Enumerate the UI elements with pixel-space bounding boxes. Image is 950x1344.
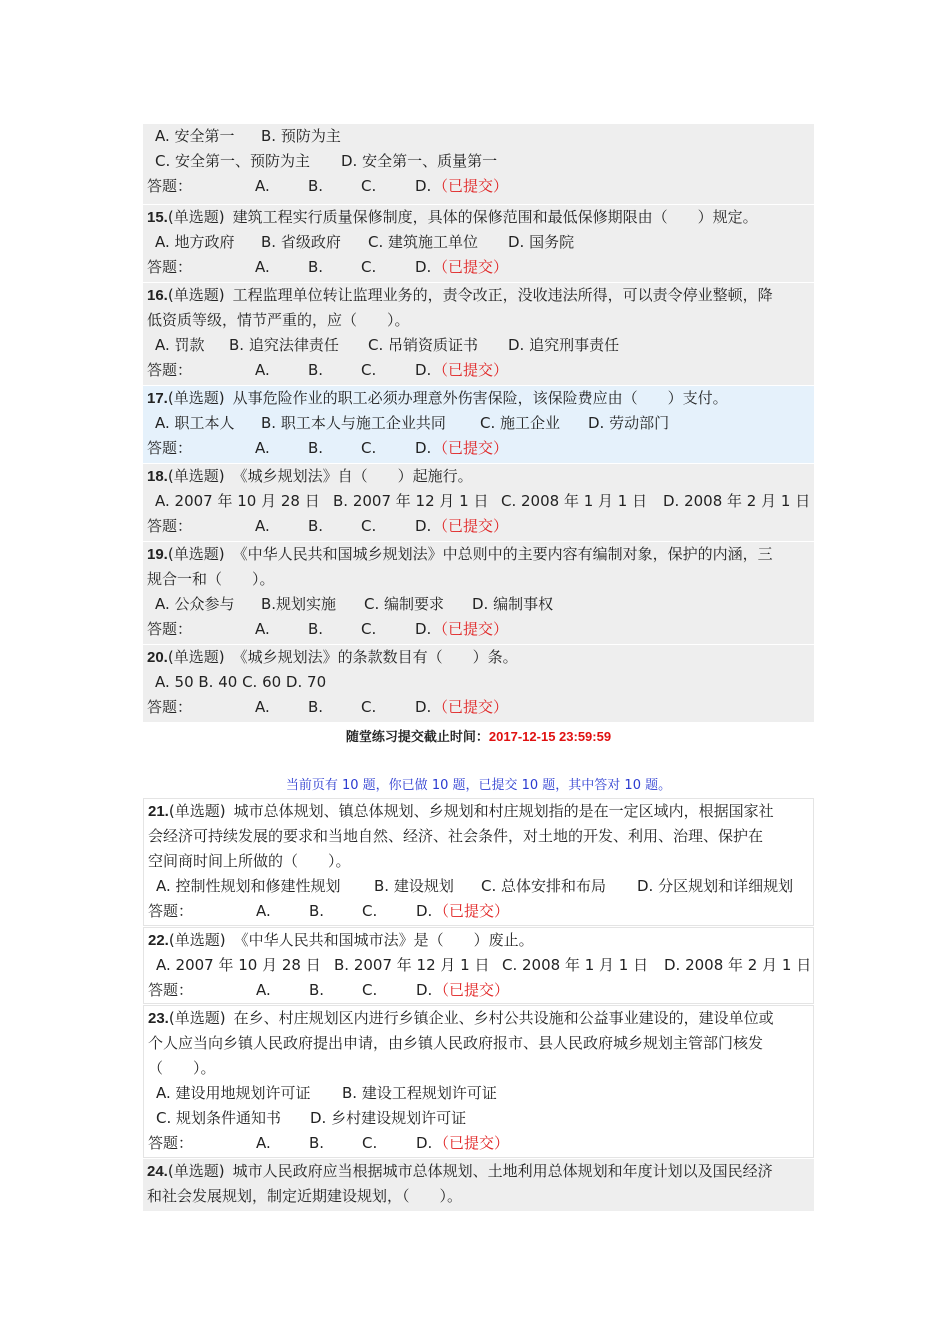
option-text: B. 追究法律责任 bbox=[229, 336, 339, 354]
options-row bbox=[147, 124, 810, 149]
question-20 bbox=[143, 645, 814, 722]
question-type: (单选题) bbox=[167, 208, 225, 226]
question-number: 20. bbox=[147, 649, 168, 666]
answer-label: 答题： bbox=[147, 439, 193, 457]
answer-choice-a[interactable]: A. bbox=[255, 698, 270, 716]
answer-row bbox=[147, 514, 810, 539]
stem-text: 《城乡规划法》自（ ）起施行。 bbox=[232, 467, 473, 485]
option-text: C. 2008 年 1 月 1 日 bbox=[502, 956, 649, 974]
option-text: A. 2007 年 10 月 28 日 bbox=[155, 492, 320, 510]
question-stem bbox=[148, 824, 809, 849]
option-text: B. 2007 年 12 月 1 日 bbox=[334, 956, 490, 974]
option-text: D. 劳动部门 bbox=[588, 414, 670, 432]
question-23 bbox=[143, 1005, 814, 1158]
option-text: C. 吊销资质证书 bbox=[368, 336, 479, 354]
answer-choice-b[interactable]: B. bbox=[308, 439, 324, 457]
stem-text: （ ）。 bbox=[148, 1059, 216, 1077]
question-type: (单选题) bbox=[167, 1162, 225, 1180]
question-number: 18. bbox=[147, 468, 168, 485]
submitted-status: （已提交） bbox=[434, 1134, 510, 1152]
option-text: C. 2008 年 1 月 1 日 bbox=[501, 492, 648, 510]
answer-row bbox=[147, 617, 810, 642]
question-stem bbox=[147, 645, 810, 670]
option-text: B. 职工本人与施工企业共同 bbox=[261, 414, 446, 432]
stem-text: 建筑工程实行质量保修制度，具体的保修范围和最低保修期限由（ ）规定。 bbox=[232, 208, 758, 226]
answer-choice-b[interactable]: B. bbox=[309, 1134, 325, 1152]
question-type: (单选题) bbox=[167, 545, 225, 563]
answer-choice-c[interactable]: C. bbox=[362, 902, 378, 920]
question-number: 17. bbox=[147, 390, 168, 407]
answer-choice-c[interactable]: C. bbox=[361, 361, 377, 379]
answer-choice-a[interactable]: A. bbox=[255, 620, 270, 638]
option-text: C. 编制要求 bbox=[364, 595, 445, 613]
option-text: A. 建设用地规划许可证 bbox=[156, 1084, 311, 1102]
answer-row bbox=[148, 899, 809, 924]
answer-row bbox=[147, 695, 810, 720]
question-number: 24. bbox=[147, 1163, 168, 1180]
stem-text: 规合一和（ ）。 bbox=[147, 570, 275, 588]
option-text: D. 乡村建设规划许可证 bbox=[310, 1109, 467, 1127]
answer-choice-d[interactable]: D. bbox=[416, 981, 433, 999]
submitted-status: （已提交） bbox=[433, 517, 509, 535]
answer-choice-d[interactable]: D. bbox=[415, 698, 432, 716]
question-stem bbox=[148, 928, 809, 953]
answer-choice-c[interactable]: C. bbox=[361, 620, 377, 638]
question-type: (单选题) bbox=[167, 648, 225, 666]
answer-choice-a[interactable]: A. bbox=[255, 361, 270, 379]
question-stem bbox=[147, 283, 810, 308]
option-text: D. 2008 年 2 月 1 日 bbox=[663, 492, 811, 510]
option-text: B. 建设工程规划许可证 bbox=[342, 1084, 497, 1102]
answer-row bbox=[147, 255, 810, 280]
answer-choice-b[interactable]: B. bbox=[308, 258, 324, 276]
question-type: (单选题) bbox=[167, 467, 225, 485]
stem-text: 空间商时间上所做的（ ）。 bbox=[148, 852, 351, 870]
option-text: D. 2008 年 2 月 1 日 bbox=[664, 956, 812, 974]
options-row bbox=[148, 953, 812, 978]
submitted-status: （已提交） bbox=[433, 258, 509, 276]
deadline-line bbox=[143, 726, 814, 746]
option-text: A. 控制性规划和修建性规划 bbox=[156, 877, 341, 895]
answer-choice-d[interactable]: D. bbox=[415, 517, 432, 535]
answer-choice-a[interactable]: A. bbox=[255, 177, 270, 195]
answer-label: 答题： bbox=[147, 361, 193, 379]
answer-row bbox=[148, 1131, 809, 1156]
submitted-status: （已提交） bbox=[433, 439, 509, 457]
question-22 bbox=[143, 927, 814, 1004]
answer-choice-d[interactable]: D. bbox=[415, 620, 432, 638]
question-24 bbox=[143, 1159, 814, 1211]
answer-label: 答题： bbox=[147, 258, 193, 276]
question-stem bbox=[148, 1006, 809, 1031]
options-row bbox=[147, 149, 810, 174]
answer-choice-d[interactable]: D. bbox=[415, 361, 432, 379]
question-number: 15. bbox=[147, 209, 168, 226]
option-text: A. 公众参与 bbox=[155, 595, 235, 613]
option-text: A. 安全第一 bbox=[155, 127, 235, 145]
option-text: A. 地方政府 bbox=[155, 233, 235, 251]
question-21 bbox=[143, 798, 814, 926]
option-text: A. 职工本人 bbox=[155, 414, 235, 432]
answer-row bbox=[148, 978, 809, 1003]
answer-choice-d[interactable]: D. bbox=[415, 258, 432, 276]
stem-text: 在乡、村庄规划区内进行乡镇企业、乡村公共设施和公益事业建设的，建设单位或 bbox=[233, 1009, 774, 1027]
answer-choice-d[interactable]: D. bbox=[415, 177, 432, 195]
question-type: (单选题) bbox=[167, 389, 225, 407]
question-number: 16. bbox=[147, 287, 168, 304]
question-stem bbox=[147, 542, 810, 567]
answer-label: 答题： bbox=[147, 517, 193, 535]
answer-choice-c[interactable]: C. bbox=[362, 1134, 378, 1152]
option-text: D. 国务院 bbox=[508, 233, 575, 251]
answer-choice-c[interactable]: C. bbox=[361, 517, 377, 535]
question-number: 23. bbox=[148, 1010, 169, 1027]
question-19 bbox=[143, 542, 814, 644]
submitted-status: （已提交） bbox=[433, 620, 509, 638]
answer-choice-b[interactable]: B. bbox=[308, 698, 324, 716]
answer-choice-c[interactable]: C. bbox=[361, 439, 377, 457]
question-15 bbox=[143, 205, 814, 282]
question-type: (单选题) bbox=[167, 286, 225, 304]
answer-choice-a[interactable]: A. bbox=[256, 902, 271, 920]
stem-text: 《中华人民共和国城乡规划法》中总则中的主要内容有编制对象，保护的内涵，三 bbox=[232, 545, 773, 563]
answer-choice-d[interactable]: D. bbox=[416, 902, 433, 920]
question-type: (单选题) bbox=[168, 802, 226, 820]
question-stem bbox=[148, 1056, 809, 1081]
answer-choice-b[interactable]: B. bbox=[308, 361, 324, 379]
stem-text: 低资质等级，情节严重的，应（ ）。 bbox=[147, 311, 410, 329]
options-row bbox=[147, 230, 810, 255]
stem-text: 工程监理单位转让监理业务的，责令改正，没收违法所得，可以责令停业整顿，降 bbox=[232, 286, 773, 304]
options-row bbox=[148, 1106, 809, 1131]
answer-row bbox=[147, 358, 810, 383]
answer-row bbox=[147, 436, 810, 461]
stem-text: 《中华人民共和国城市法》是（ ）废止。 bbox=[233, 931, 534, 949]
option-text: A. 2007 年 10 月 28 日 bbox=[156, 956, 321, 974]
answer-label: 答题： bbox=[148, 1134, 194, 1152]
answer-choice-b[interactable]: B. bbox=[309, 902, 325, 920]
option-text: A. 罚款 bbox=[155, 336, 205, 354]
option-text: C. 施工企业 bbox=[480, 414, 561, 432]
stem-text: 会经济可持续发展的要求和当地自然、经济、社会条件，对土地的开发、利用、治理、保护在 bbox=[148, 827, 764, 845]
submitted-status: （已提交） bbox=[433, 177, 509, 195]
answer-label: 答题： bbox=[148, 981, 194, 999]
question-16 bbox=[143, 283, 814, 385]
option-text: C. 建筑施工单位 bbox=[368, 233, 479, 251]
question-stem bbox=[148, 799, 809, 824]
answer-choice-a[interactable]: A. bbox=[255, 517, 270, 535]
question-type: (单选题) bbox=[168, 1009, 226, 1027]
answer-choice-b[interactable]: B. bbox=[308, 177, 324, 195]
answer-choice-c[interactable]: C. bbox=[361, 258, 377, 276]
option-text: B. 省级政府 bbox=[261, 233, 341, 251]
options-row bbox=[147, 670, 810, 695]
option-text: D. 编制事权 bbox=[472, 595, 554, 613]
option-text: B.规划实施 bbox=[261, 595, 337, 613]
option-text: D. 追究刑事责任 bbox=[508, 336, 620, 354]
answer-row bbox=[147, 174, 810, 199]
options-row bbox=[147, 333, 810, 358]
options-row bbox=[147, 489, 810, 514]
options-row bbox=[148, 1081, 809, 1106]
answer-choice-a[interactable]: A. bbox=[255, 258, 270, 276]
answer-label: 答题： bbox=[148, 902, 194, 920]
submitted-status: （已提交） bbox=[434, 902, 510, 920]
option-text: B. 建设规划 bbox=[374, 877, 454, 895]
answer-choice-a[interactable]: A. bbox=[256, 981, 271, 999]
answer-label: 答题： bbox=[147, 177, 193, 195]
stem-text: 个人应当向乡镇人民政府提出申请，由乡镇人民政府报市、县人民政府城乡规划主管部门核发 bbox=[148, 1034, 764, 1052]
stem-text: 从事危险作业的职工必须办理意外伤害保险，该保险费应由（ ）支付。 bbox=[232, 389, 728, 407]
option-text: B. 预防为主 bbox=[261, 127, 341, 145]
stem-text: 城市总体规划、镇总体规划、乡规划和村庄规划指的是在一定区域内，根据国家社 bbox=[233, 802, 774, 820]
stem-text: 城市人民政府应当根据城市总体规划、土地利用总体规划和年度计划以及国民经济 bbox=[232, 1162, 773, 1180]
deadline-label: 随堂练习提交截止时间： bbox=[345, 730, 489, 745]
answer-choice-c[interactable]: C. bbox=[362, 981, 378, 999]
answer-choice-d[interactable]: D. bbox=[415, 439, 432, 457]
deadline-value: 2017-12-15 23:59:59 bbox=[488, 729, 612, 744]
option-text: D. 分区规划和详细规划 bbox=[637, 877, 794, 895]
question-stem bbox=[147, 1184, 810, 1209]
option-text: D. 安全第一、质量第一 bbox=[341, 152, 498, 170]
option-text: B. 2007 年 12 月 1 日 bbox=[333, 492, 489, 510]
answer-choice-b[interactable]: B. bbox=[308, 620, 324, 638]
question-stem bbox=[147, 1159, 810, 1184]
answer-choice-a[interactable]: A. bbox=[256, 1134, 271, 1152]
answer-label: 答题： bbox=[147, 698, 193, 716]
stem-text: 和社会发展规划，制定近期建设规划，（ ）。 bbox=[147, 1187, 463, 1205]
submitted-status: （已提交） bbox=[433, 361, 509, 379]
question-stem bbox=[148, 849, 809, 874]
question-stem bbox=[148, 1031, 809, 1056]
question-number: 21. bbox=[148, 803, 169, 820]
answer-choice-b[interactable]: B. bbox=[309, 981, 325, 999]
question-number: 19. bbox=[147, 546, 168, 563]
option-text: C. 安全第一、预防为主 bbox=[155, 152, 311, 170]
options-row bbox=[148, 874, 809, 899]
answer-choice-a[interactable]: A. bbox=[255, 439, 270, 457]
question-stem bbox=[147, 205, 810, 230]
question-prev bbox=[143, 124, 814, 204]
question-number: 22. bbox=[148, 932, 169, 949]
option-text: A. 50 B. 40 C. 60 D. 70 bbox=[155, 673, 327, 691]
question-17 bbox=[143, 386, 814, 463]
question-stem bbox=[147, 308, 810, 333]
answer-choice-c[interactable]: C. bbox=[361, 177, 377, 195]
question-stem bbox=[147, 567, 810, 592]
answer-choice-b[interactable]: B. bbox=[308, 517, 324, 535]
question-18 bbox=[143, 464, 814, 541]
stem-text: 《城乡规划法》的条款数目有（ ）条。 bbox=[232, 648, 518, 666]
answer-label: 答题： bbox=[147, 620, 193, 638]
question-type: (单选题) bbox=[168, 931, 226, 949]
option-text: C. 总体安排和布局 bbox=[481, 877, 607, 895]
submitted-status: （已提交） bbox=[433, 698, 509, 716]
submitted-status: （已提交） bbox=[434, 981, 510, 999]
progress-summary: 当前页有 10 题，你已做 10 题，已提交 10 题，其中答对 10 题。 bbox=[285, 778, 672, 793]
answer-choice-d[interactable]: D. bbox=[416, 1134, 433, 1152]
options-row bbox=[147, 411, 810, 436]
option-text: C. 规划条件通知书 bbox=[156, 1109, 282, 1127]
options-row bbox=[147, 592, 810, 617]
question-stem bbox=[147, 464, 810, 489]
answer-choice-c[interactable]: C. bbox=[361, 698, 377, 716]
question-stem bbox=[147, 386, 810, 411]
